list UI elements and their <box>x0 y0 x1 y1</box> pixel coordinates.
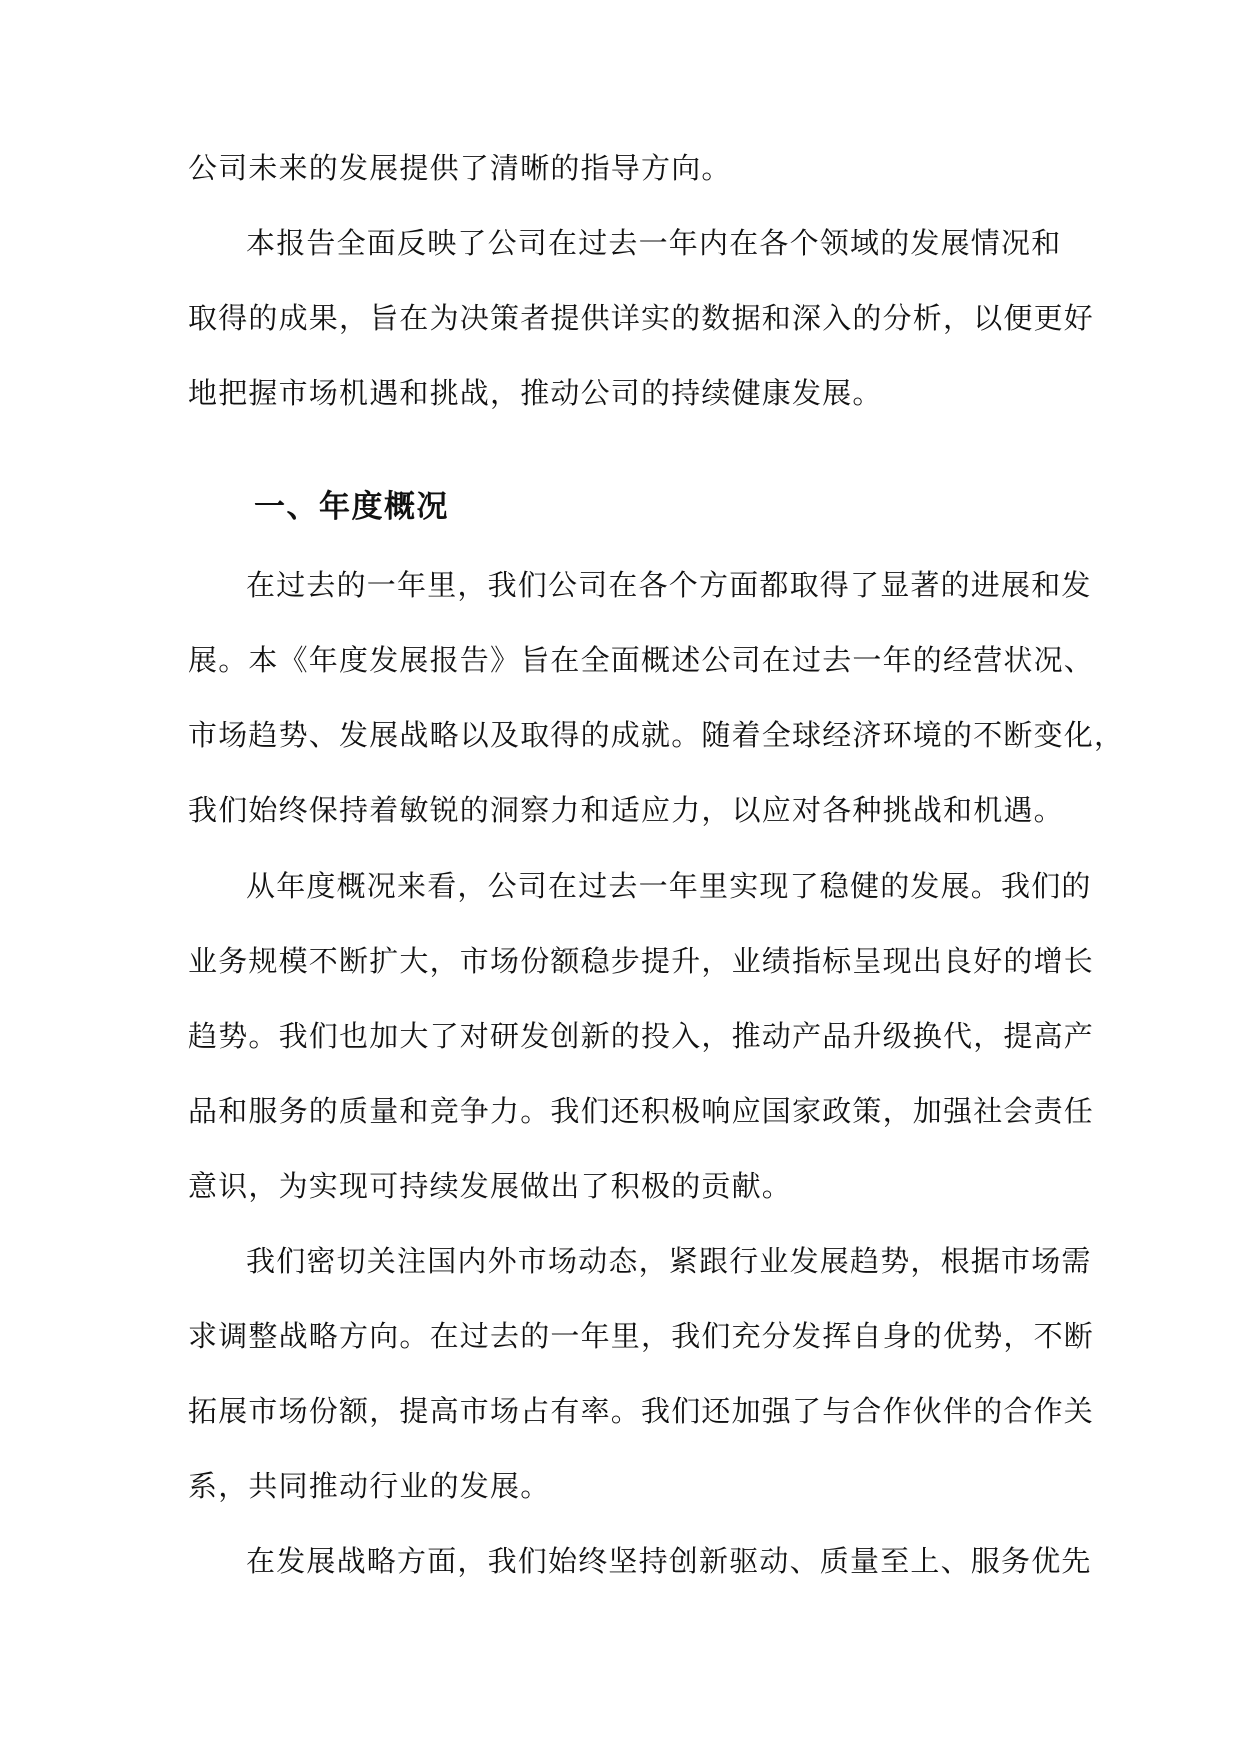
paragraph-line: 取得的成果，旨在为决策者提供详实的数据和深入的分析，以便更好 <box>188 301 1095 335</box>
paragraph-line: 在过去的一年里，我们公司在各个方面都取得了显著的进展和发 <box>246 568 1092 602</box>
paragraph-line: 本报告全面反映了公司在过去一年内在各个领域的发展情况和 <box>246 226 1062 260</box>
paragraph-line: 业务规模不断扩大，市场份额稳步提升，业绩指标呈现出良好的增长 <box>188 944 1095 978</box>
paragraph-line: 地把握市场机遇和挑战，推动公司的持续健康发展。 <box>188 376 883 410</box>
section-heading: 一、年度概况 <box>254 489 449 525</box>
paragraph-line: 市场趋势、发展战略以及取得的成就。随着全球经济环境的不断变化， <box>188 718 1125 752</box>
paragraph-line: 求调整战略方向。在过去的一年里，我们充分发挥自身的优势，不断 <box>188 1319 1095 1353</box>
paragraph-line: 系，共同推动行业的发展。 <box>188 1469 551 1503</box>
paragraph-line: 意识，为实现可持续发展做出了积极的贡献。 <box>188 1169 793 1203</box>
paragraph-line: 展。本《年度发展报告》旨在全面概述公司在过去一年的经营状况、 <box>188 643 1095 677</box>
paragraph-line: 拓展市场份额，提高市场占有率。我们还加强了与合作伙伴的合作关 <box>188 1394 1095 1428</box>
paragraph-line: 趋势。我们也加大了对研发创新的投入，推动产品升级换代，提高产 <box>188 1019 1095 1053</box>
paragraph-line: 从年度概况来看，公司在过去一年里实现了稳健的发展。我们的 <box>246 869 1092 903</box>
paragraph-line: 我们始终保持着敏锐的洞察力和适应力，以应对各种挑战和机遇。 <box>188 793 1064 827</box>
paragraph-line: 我们密切关注国内外市场动态，紧跟行业发展趋势，根据市场需 <box>246 1244 1092 1278</box>
paragraph-line: 在发展战略方面，我们始终坚持创新驱动、质量至上、服务优先 <box>246 1544 1092 1578</box>
paragraph-line: 品和服务的质量和竞争力。我们还积极响应国家政策，加强社会责任 <box>188 1094 1095 1128</box>
paragraph-line: 公司未来的发展提供了清晰的指导方向。 <box>188 151 732 185</box>
